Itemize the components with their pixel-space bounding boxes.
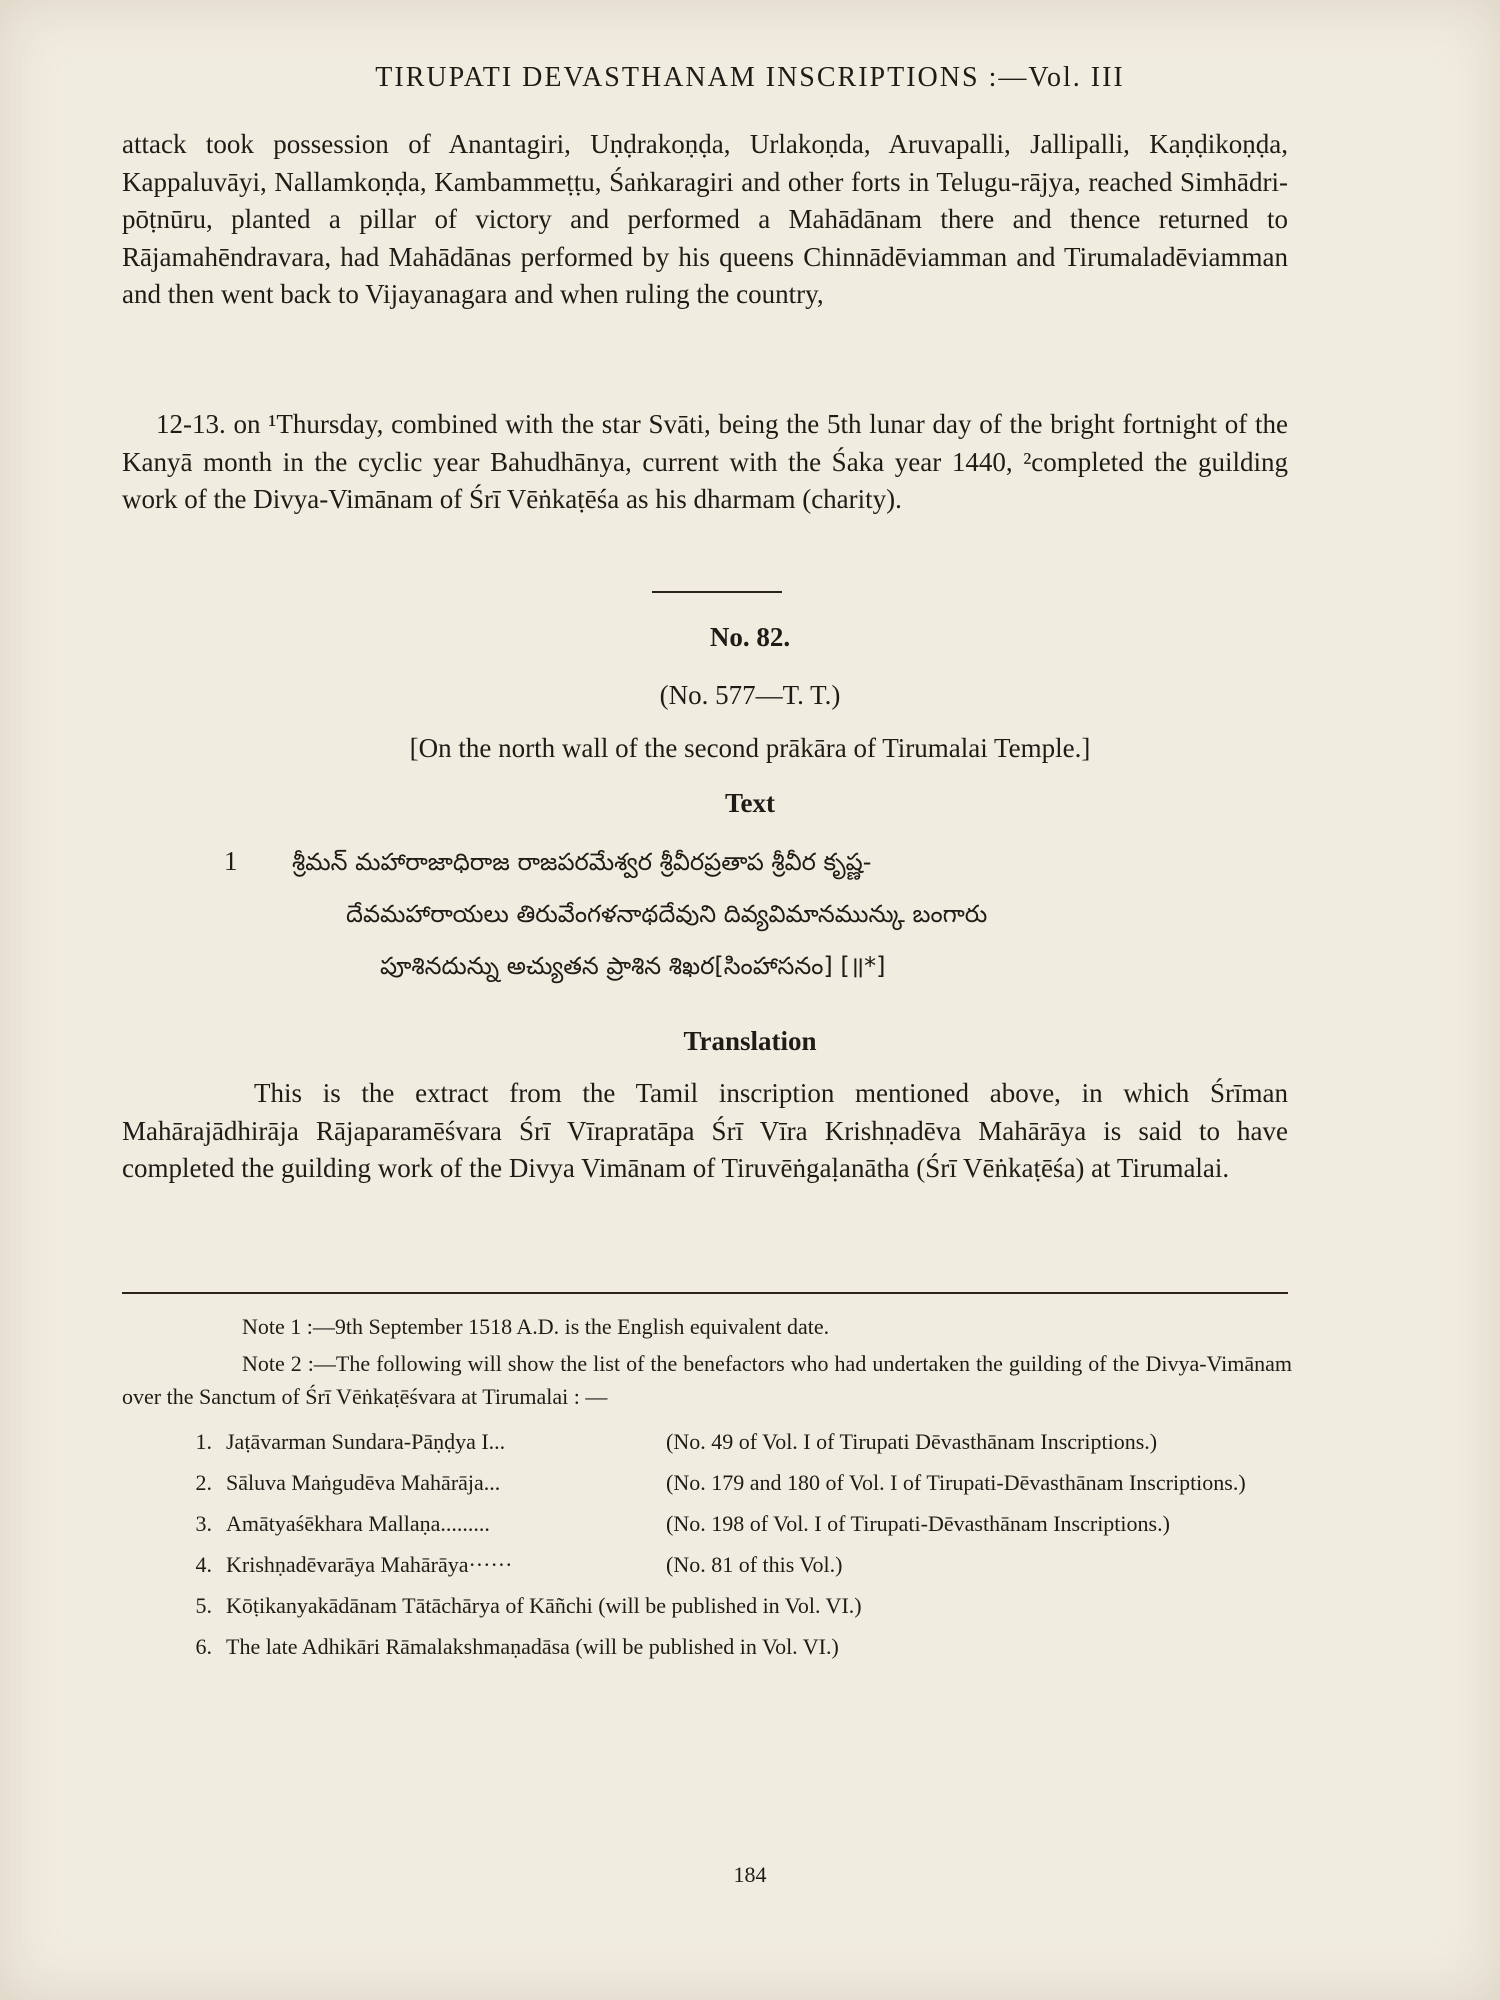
tt-number: (No. 577—T. T.)	[659, 680, 841, 710]
section-divider	[652, 591, 782, 593]
note-2: Note 2 :—The following will show the list of the benefactors who had undertaken the guilding of the Divya-Vimānam over the Sanctum of Śrī Vēṅkaṭēśvara at Tirumalai : —	[122, 1351, 1292, 1409]
page-number: 184	[733, 1862, 767, 1887]
list-item-name: Krishṇadēvarāya Mahārāya······	[226, 1552, 513, 1577]
list-item-name: The late Adhikāri Rāmalakshmaṇadāsa (will be published in Vol. VI.)	[226, 1634, 839, 1659]
continuation-paragraph	[122, 126, 1288, 314]
text-heading: Text	[724, 788, 775, 818]
list-item-reference: (No. 49 of Vol. I of Tirupati Dēvasthānam Inscriptions.)	[666, 1429, 1158, 1454]
list-item	[122, 1425, 1292, 1458]
list-item	[122, 1548, 1292, 1581]
telugu-line-2: దేవమహారాయలు తిరువేంగళనాథదేవుని దివ్యవిమానమున్కు బంగారు	[346, 900, 988, 928]
footnote-divider	[122, 1292, 1288, 1294]
list-item-name: Sāluva Maṅgudēva Mahārāja...	[226, 1470, 501, 1495]
list-item-name: Kōṭikanyakādānam Tātāchārya of Kāñchi (will be published in Vol. VI.)	[226, 1593, 862, 1618]
list-item-number: 4.	[195, 1552, 212, 1577]
text-line-number: 1	[224, 846, 238, 876]
list-item-reference: (No. 81 of this Vol.)	[666, 1552, 843, 1577]
translation-paragraph	[122, 1075, 1288, 1188]
telugu-line-3: పూశినదున్ను అచ్యుతన ప్రాశిన శిఖర[సింహాసనం] [॥*]	[380, 952, 886, 980]
note-1: Note 1 :—9th September 1518 A.D. is the English equivalent date.	[242, 1314, 830, 1339]
telugu-line-1: శ్రీమన్ మహారాజాధిరాజ రాజపరమేశ్వర శ్రీవీరప్రతాప శ్రీవీర కృష్ణ-	[292, 848, 872, 876]
list-item-number: 5.	[195, 1593, 212, 1618]
list-item	[122, 1507, 1292, 1540]
benefactor-list	[122, 1425, 1292, 1663]
inscription-location: [On the north wall of the second prākāra of Tirumalai Temple.]	[409, 733, 1091, 763]
list-item-number: 3.	[195, 1511, 212, 1536]
list-item	[122, 1466, 1292, 1499]
paragraph-12-13	[122, 406, 1288, 519]
translation-heading: Translation	[683, 1026, 817, 1056]
list-item-number: 1.	[195, 1429, 212, 1454]
list-item	[122, 1589, 1292, 1622]
continuation-text: attack took possession of Anantagiri, Uṇḍrakoṇḍa, Urlakoṇda, Aruvapalli, Jallipalli, Kaṇḍikoṇḍa, Kappaluvāyi, Nallamkoṇḍa, Kambammeṭṭu, Śaṅkaragiri and other forts in Telugu-rājya, reached Simhādri-pōṭnūru, planted a pillar of victory and performed a Mahādānam there and thence returned to Rājamahēndravara, had Mahādānas performed by his queens Chinnādēviamman and Tirumaladēviamman and then went back to Vijayanagara and when ruling the country,	[122, 129, 1288, 309]
footnotes	[122, 1310, 1292, 1663]
paragraph-12-13-text: 12-13. on ¹Thursday, combined with the star Svāti, being the 5th lunar day of the bright fortnight of the Kanyā month in the cyclic year Bahudhānya, current with the Śaka year 1440, ²completed the guilding work of the Divya-Vimānam of Śrī Vēṅkaṭēśa as his dharmam (charity).	[122, 409, 1288, 514]
list-item-number: 6.	[195, 1634, 212, 1659]
list-item-name: Amātyaśēkhara Mallaṇa.........	[226, 1511, 490, 1536]
running-header: TIRUPATI DEVASTHANAM INSCRIPTIONS :—Vol. III	[375, 62, 1125, 93]
inscription-number: No. 82.	[709, 622, 791, 652]
list-item-reference: (No. 198 of Vol. I of Tirupati-Dēvasthānam Inscriptions.)	[666, 1511, 1170, 1536]
list-item	[122, 1630, 1292, 1663]
list-item-reference: (No. 179 and 180 of Vol. I of Tirupati-Dēvasthānam Inscriptions.)	[666, 1470, 1246, 1495]
list-item-name: Jaṭāvarman Sundara-Pāṇḍya I...	[226, 1429, 506, 1454]
list-item-number: 2.	[195, 1470, 212, 1495]
translation-text: This is the extract from the Tamil inscription mentioned above, in which Śrīman Mahārajādhirāja Rājaparamēśvara Śrī Vīrapratāpa Śrī Vīra Krishṇadēva Mahārāya is said to have completed the guilding work of the Divya Vimānam of Tiruvēṅgaḷanātha (Śrī Vēṅkaṭēśa) at Tirumalai.	[122, 1078, 1288, 1183]
